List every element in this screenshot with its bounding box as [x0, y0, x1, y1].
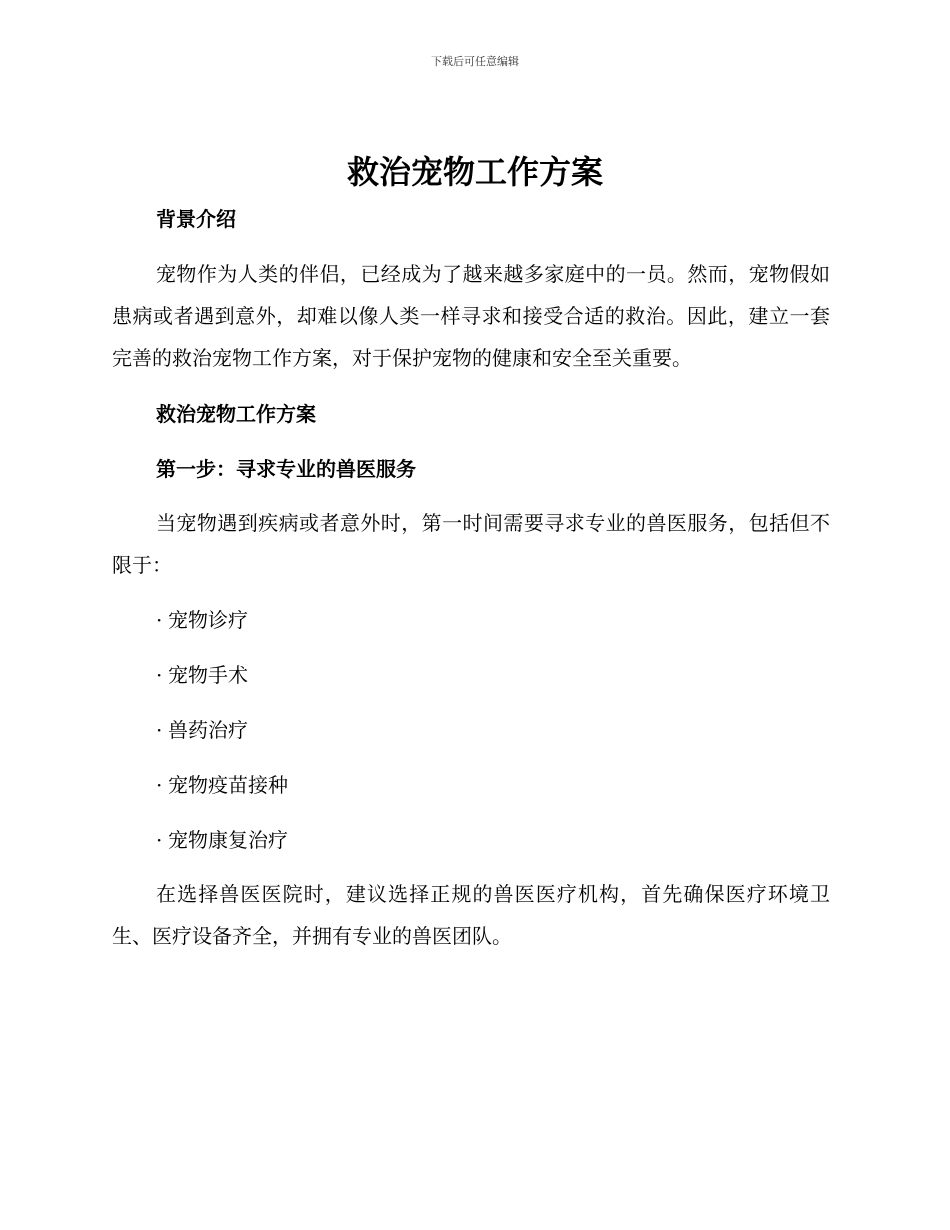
background-paragraph: 宠物作为人类的伴侣，已经成为了越来越多家庭中的一员。然而，宠物假如患病或者遇到意外，却难以像人类一样寻求和接受合适的救治。因此，建立一套完善的救治宠物工作方案，对于保护宠物的健康和安全至关重要。 — [112, 262, 830, 370]
closing-paragraph: 在选择兽医医院时，建议选择正规的兽医医疗机构，首先确保医疗环境卫生、医疗设备齐全，并拥有专业的兽医团队。 — [112, 882, 830, 948]
list-item — [156, 661, 248, 689]
plan-heading: 救治宠物工作方案 — [156, 402, 316, 426]
bullet-marker: · — [156, 663, 163, 687]
list-item — [156, 716, 248, 744]
step1-heading: 第一步：寻求专业的兽医服务 — [156, 457, 416, 481]
list-item — [156, 606, 248, 634]
bullet-marker: · — [156, 773, 163, 797]
document-title: 救治宠物工作方案 — [346, 153, 603, 191]
list-item — [156, 826, 288, 854]
background-heading: 背景介绍 — [156, 207, 236, 231]
bullet-marker: · — [156, 828, 163, 852]
list-item-label: 宠物诊疗 — [168, 608, 248, 632]
list-item-label: 兽药治疗 — [168, 718, 248, 742]
list-item-label: 宠物疫苗接种 — [168, 773, 288, 797]
list-item-label: 宠物手术 — [168, 663, 248, 687]
step1-paragraph: 当宠物遇到疾病或者意外时，第一时间需要寻求专业的兽医服务，包括但不限于： — [112, 511, 830, 577]
bullet-marker: · — [156, 608, 163, 632]
list-item-label: 宠物康复治疗 — [168, 828, 288, 852]
list-item — [156, 771, 288, 799]
page-header-note: 下载后可任意编辑 — [431, 55, 519, 68]
bullet-marker: · — [156, 718, 163, 742]
